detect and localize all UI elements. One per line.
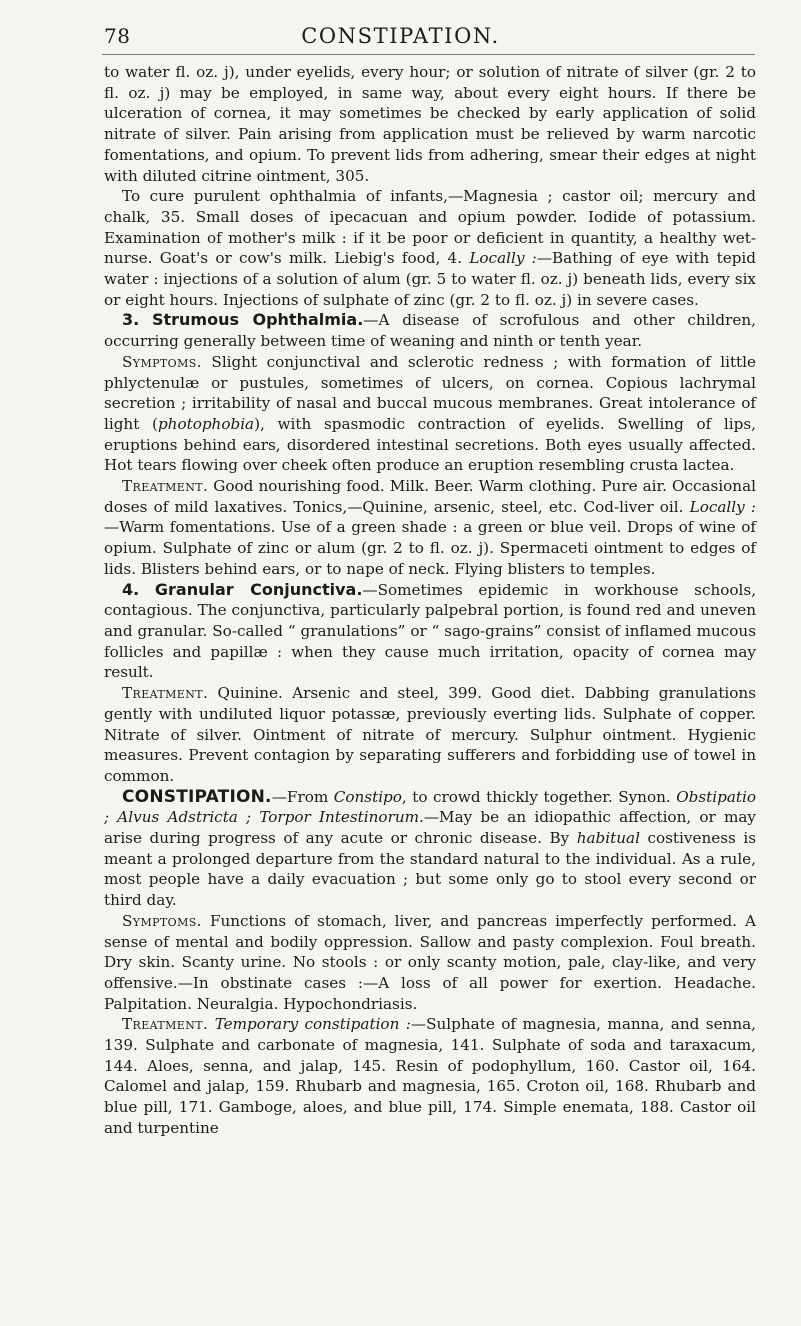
locally-label: Locally : — [689, 497, 757, 516]
locally-label: Locally : — [469, 249, 537, 268]
treatment-text-a: Good nourishing food. Milk. Beer. Warm clothing. Pure air. Occasional doses of mild laxatives. Tonics,—Quinine, arsenic, steel, etc. Cod-liver oil. — [104, 477, 756, 516]
granular-treatment — [104, 683, 756, 787]
strumous-treatment — [104, 476, 756, 580]
paragraph-continuation: to water fl. oz. j), under eyelids, every hour; or solution of nitrate of silver (gr. 2 to fl. oz. j) may be employed, in same way, about every eight hours. If there be ulceration of cornea, it may sometimes be checked by early application of solid nitrate of silver. Pain arising from application must be relieved by warm narcotic fomentations, and opium. To prevent lids from adhering, smear their edges at night with diluted citrine ointment, 305. — [104, 63, 756, 185]
section-intro: —Sometimes epidemic in workhouse schools, contagious. The conjunctiva, particularly palpebral portion, is found red and uneven and granular. So-called “ granulations” or “ sago-grains” consist of inflamed mucous follicles and papillæ : when they cause much irritation, opacity of cornea may result. — [104, 580, 757, 682]
infants-text-2: —Bathing of eye with tepid water : injections of a solution of alum (gr. 5 to water fl. oz. j) beneath lids, every six or eight hours. Injections of sulphate of zinc (gr. 2 to fl. oz. j) in severe cases. — [104, 249, 757, 309]
constipation-heading: CONSTIPATION. — [122, 786, 272, 807]
strumous-symptoms — [104, 352, 756, 476]
latin-constipo: Constipo — [333, 787, 402, 806]
treatment-label: Treatment. — [122, 1015, 209, 1034]
body-text — [104, 62, 756, 1139]
etymology-from: —From — [271, 787, 334, 806]
treatment-text-b: —Warm fomentations. Use of a green shade : a green or blue veil. Drops of wine of opium. Sulphate of zinc or alum (gr. 2 to fl. oz. j). Spermaceti ointment to edges of lids. Blisters behind ears, or to nape of neck. Flying blisters to temples. — [104, 518, 756, 578]
constipation-treatment — [104, 1014, 756, 1138]
section-number: 4. — [122, 579, 140, 599]
running-head — [0, 18, 801, 62]
symptoms-label: Symptoms. — [122, 911, 202, 930]
treatment-text: —Sulphate of magnesia, manna, and senna, 139. Sulphate and carbonate of magnesia, 141. Sulphate of soda and taraxacum, 144. Aloes, senna, and jalap, 145. Resin of podophyllum, 160. Castor oil, 164. Calomel and jalap, 159. Rhubarb and magnesia, 165. Croton oil, 168. Rhubarb and blue pill, 171. Gamboge, aloes, and blue pill, 174. Simple enemata, 188. Castor oil and turpentine — [104, 1015, 757, 1137]
section-strumous-ophthalmia — [104, 310, 756, 351]
section-heading: Granular Conjunctiva. — [154, 579, 363, 599]
page-number: 78 — [104, 24, 131, 48]
running-title: CONSTIPATION. — [301, 24, 500, 48]
section-number: 3. — [122, 310, 140, 330]
treatment-label: Treatment. — [122, 684, 209, 703]
temporary-constipation: Temporary constipation : — [214, 1015, 411, 1034]
constipation-intro: —May be an idiopathic affection, or may arise during progress of any acute or chronic disease. By — [104, 808, 756, 848]
header-rule — [102, 54, 755, 55]
section-intro: —A disease of scrofulous and other children, occurring generally between time of weaning and ninth or tenth year. — [104, 311, 756, 351]
treatment-text: Quinine. Arsenic and steel, 399. Good diet. Dabbing granulations gently with undiluted liquor potassæ, previously everting lids. Sulphate of copper. Nitrate of silver. Ointment of nitrate of mercury. Sulphur ointment. Hygienic measures. Prevent contagion by separating sufferers and forbidding use of towel in common. — [104, 684, 756, 785]
synonyms: Obstipatio ; Alvus Adstricta ; Torpor Intestinorum. — [104, 787, 757, 827]
section-constipation — [104, 787, 756, 911]
symptoms-text-a: Slight conjunctival and sclerotic redness ; with formation of little phlyctenulæ or pustules, sometimes of ulcers, on cornea. Copious lachrymal secretion ; irritability of nasal and buccal mucous membranes. Great intolerance of light ( — [104, 352, 756, 433]
section-granular-conjunctiva — [104, 580, 756, 684]
symptoms-label: Symptoms. — [122, 352, 202, 371]
etymology-meaning: , to crowd thickly together. Synon. — [401, 787, 677, 806]
paragraph-infants — [104, 186, 756, 310]
constipation-intro-2: costiveness is meant a prolonged departure from the standard natural to the individual. As a rule, most people have a daily evacuation ; but some only go to stool every second or third day. — [104, 829, 756, 910]
photophobia-term: photophobia — [157, 414, 255, 433]
infants-text: To cure purulent ophthalmia of infants,—Magnesia ; castor oil; mercury and chalk, 35. Small doses of ipecacuan and opium powder. Iodide of potassium. Examination of mother's milk : if it be poor or deficient in quantity, a healthy wet-nurse. Goat's or cow's milk. Liebig's food, 4. — [104, 187, 756, 268]
symptoms-text-b: ), with spasmodic contraction of eyelids. Swelling of lips, eruptions behind ears, disordered intestinal secretions. Both eyes usually affected. Hot tears flowing over cheek often produce an eruption resembling crusta lactea. — [104, 414, 756, 475]
constipation-symptoms — [104, 911, 756, 1015]
habitual-term: habitual — [576, 829, 640, 848]
symptoms-text: Functions of stomach, liver, and pancreas imperfectly performed. A sense of mental and bodily oppression. Sallow and pasty complexion. Foul breath. Dry skin. Scanty urine. No stools : or only scanty motion, pale, clay-like, and very offensive.—In obstinate cases :—A loss of all power for exertion. Headache. Palpitation. Neuralgia. Hypochondriasis. — [104, 911, 756, 1013]
treatment-label: Treatment. — [122, 477, 209, 496]
section-heading: Strumous Ophthalmia. — [151, 310, 364, 330]
